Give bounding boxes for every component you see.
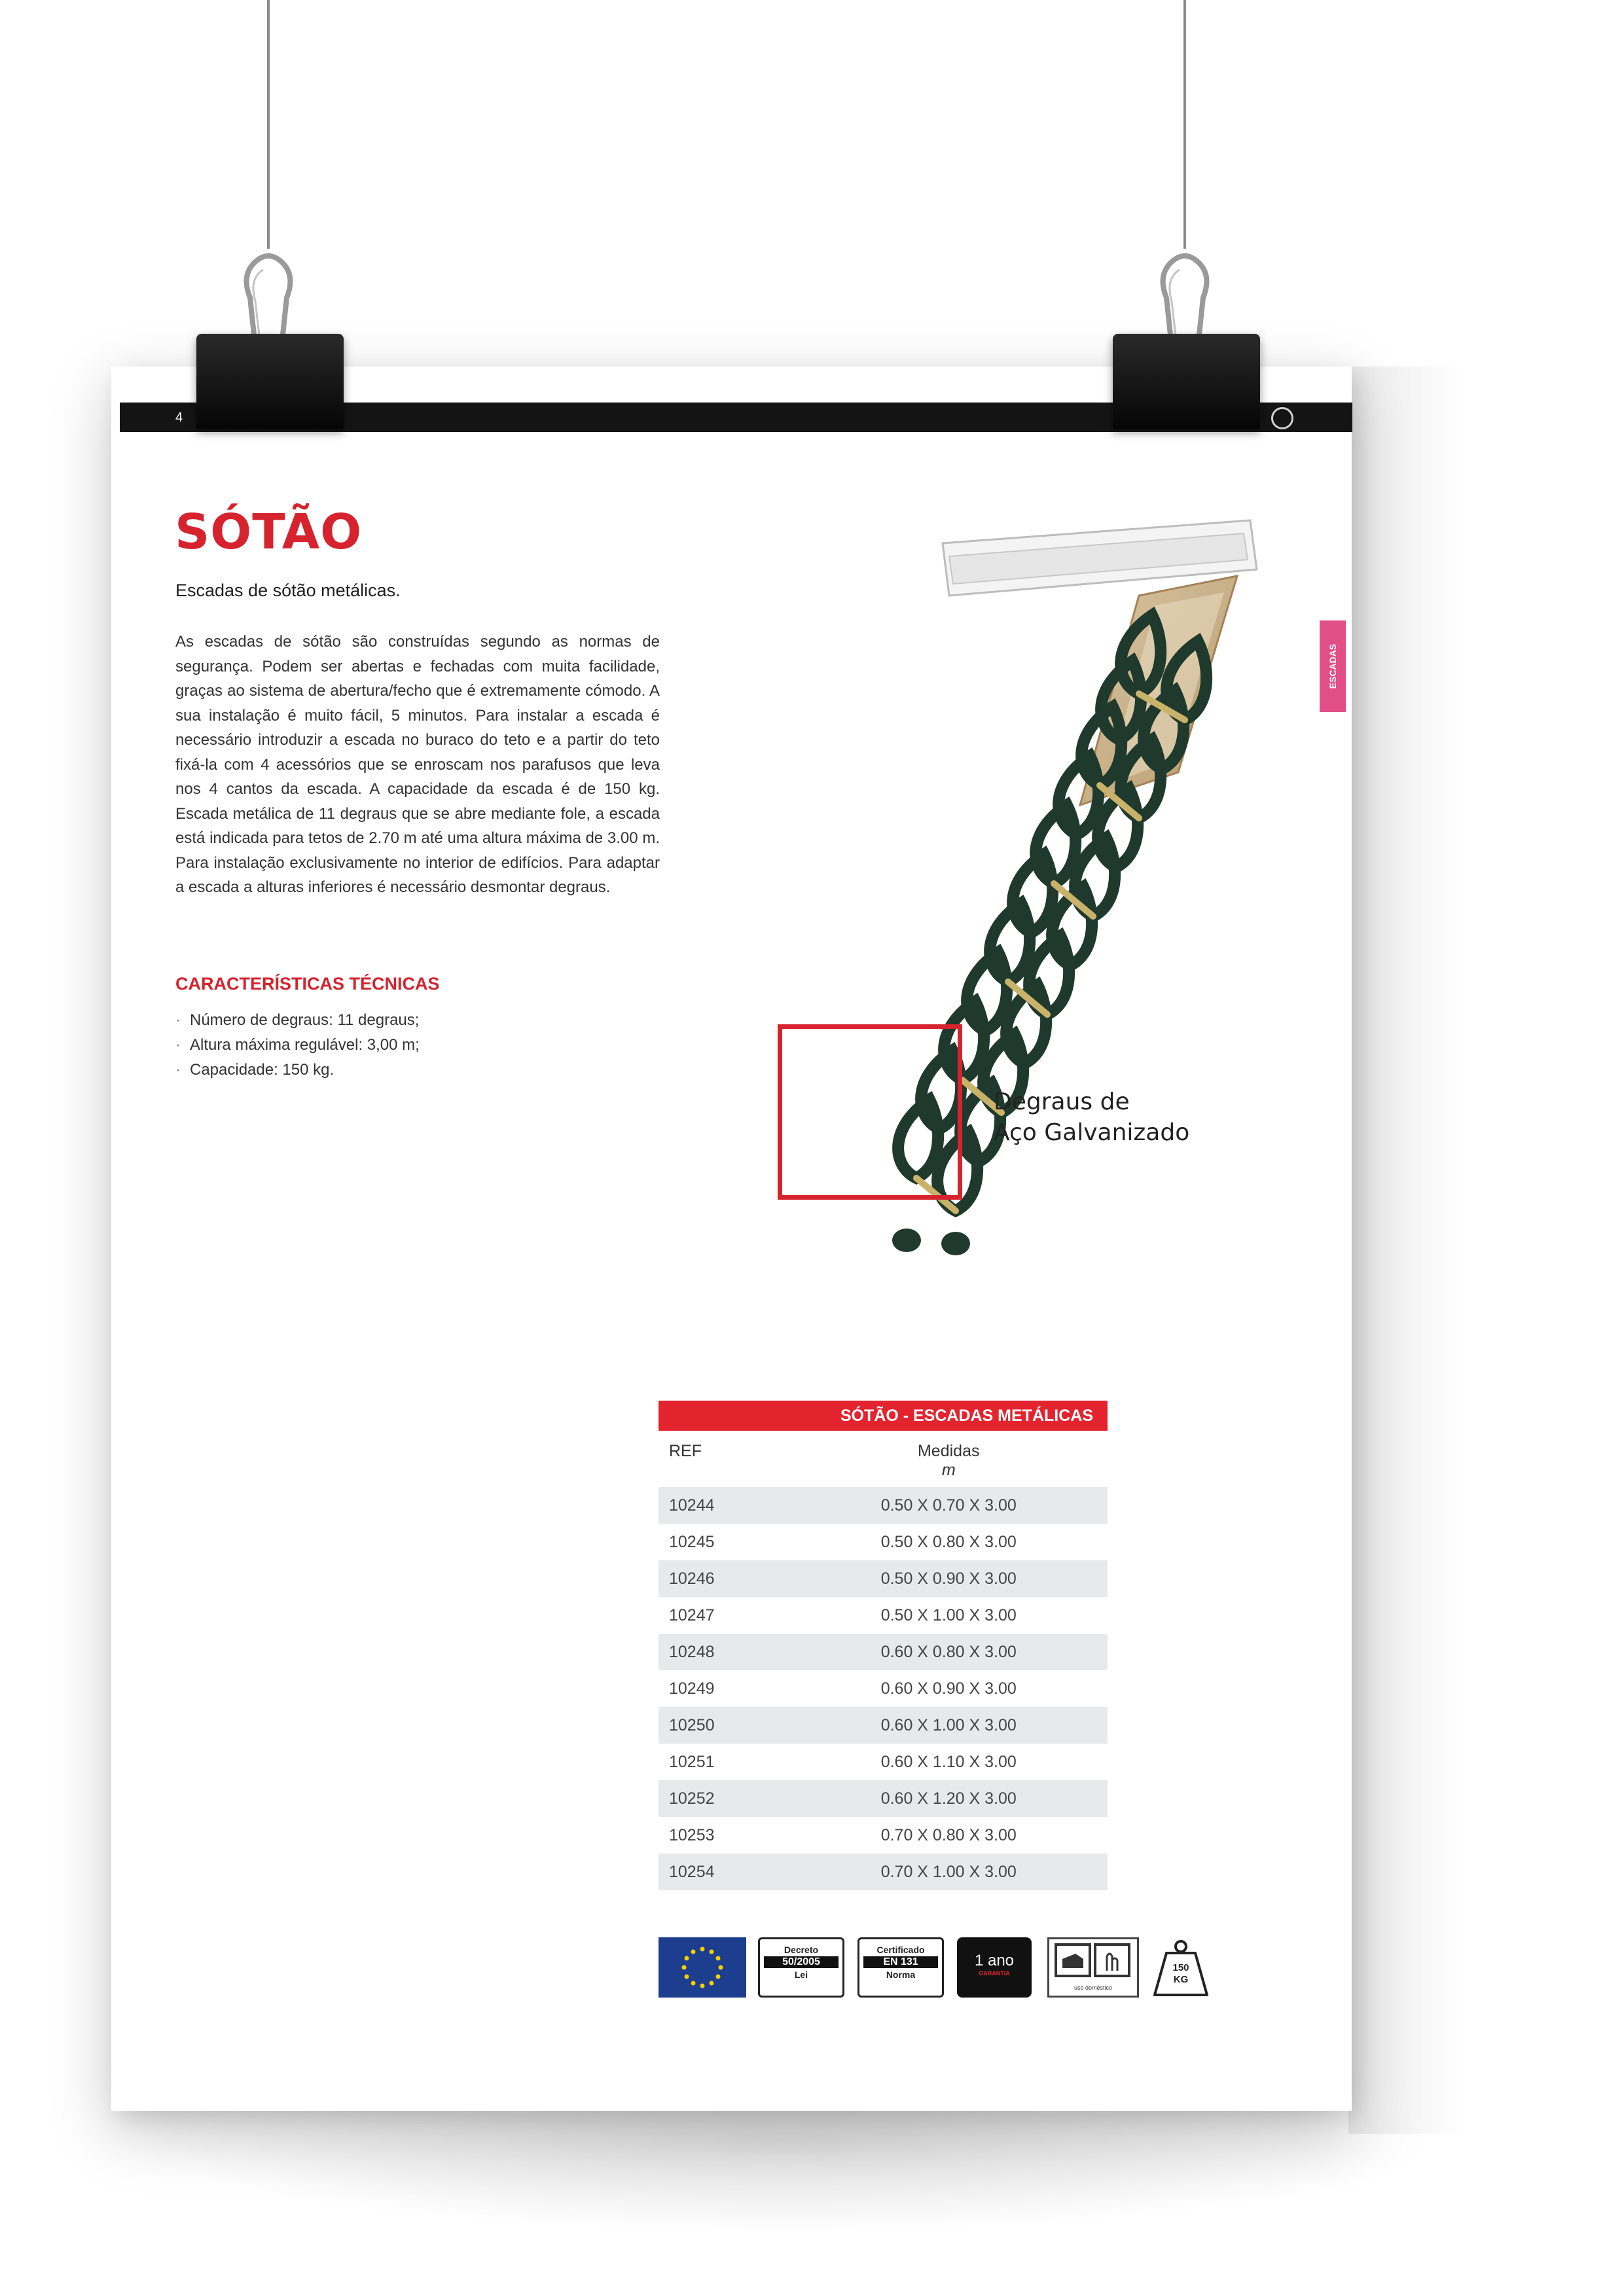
decree-badge-bottom: Lei bbox=[794, 1969, 808, 1980]
callout-line: Degraus de bbox=[994, 1088, 1130, 1115]
section-tab-escadas[interactable] bbox=[1320, 620, 1346, 712]
tech-spec-item: · Capacidade: 150 kg. bbox=[175, 1058, 420, 1083]
section-tab-label: ESCADAS bbox=[1327, 643, 1338, 689]
row-ref: 10251 bbox=[669, 1752, 715, 1771]
row-ref: 10253 bbox=[669, 1825, 715, 1844]
row-size: 0.50 X 0.90 X 3.00 bbox=[789, 1560, 1108, 1597]
row-size: 0.60 X 1.10 X 3.00 bbox=[880, 1752, 1017, 1771]
table-row bbox=[659, 1817, 1108, 1854]
table-row bbox=[659, 1854, 1108, 1890]
row-ref: 10246 bbox=[659, 1560, 789, 1597]
column-header-empty bbox=[659, 1461, 789, 1487]
table-row bbox=[659, 1634, 1108, 1670]
tech-spec-item: · Altura máxima regulável: 3,00 m; bbox=[175, 1033, 420, 1058]
certificate-badge-norm: EN 131 bbox=[863, 1956, 938, 1968]
row-ref: 10254 bbox=[659, 1854, 789, 1890]
row-size: 0.70 X 1.00 X 3.00 bbox=[789, 1854, 1108, 1890]
table-row bbox=[659, 1560, 1108, 1597]
callout-line: Aço Galvanizado bbox=[994, 1119, 1190, 1146]
certificate-badge-top: Certificado bbox=[876, 1945, 925, 1955]
page-title: SÓTÃO bbox=[175, 504, 363, 560]
weight-capacity-badge bbox=[1151, 1937, 1211, 1998]
row-ref: 10250 bbox=[659, 1707, 789, 1744]
column-header-measure: Medidas bbox=[917, 1442, 980, 1460]
row-ref: 10248 bbox=[659, 1634, 789, 1670]
decree-badge-number: 50/2005 bbox=[764, 1956, 839, 1968]
row-ref: 10252 bbox=[659, 1780, 789, 1817]
binder-clip-wire-left bbox=[216, 236, 321, 347]
detail-highlight-box bbox=[778, 1024, 962, 1200]
table-row bbox=[659, 1780, 1108, 1817]
table-caption: SÓTÃO - ESCADAS METÁLICAS bbox=[659, 1401, 1108, 1431]
weight-unit: KG bbox=[1173, 1974, 1189, 1985]
warranty-badge-sub: GARANTIA bbox=[979, 1970, 1010, 1977]
row-size: 0.50 X 1.00 X 3.00 bbox=[880, 1605, 1017, 1624]
sizes-table bbox=[659, 1401, 1108, 1890]
steps-callout bbox=[994, 1086, 1229, 1148]
header-circle-icon bbox=[1271, 407, 1293, 429]
table-row bbox=[659, 1524, 1108, 1560]
row-ref: 10249 bbox=[669, 1679, 715, 1698]
page-subtitle: Escadas de sótão metálicas. bbox=[175, 581, 401, 600]
binder-clip-wire-right bbox=[1132, 236, 1237, 347]
product-description: As escadas de sótão são construídas segundo as normas de segurança. Podem ser abertas e fechadas com muita facilidade, graças ao sistema de abertura/fecho que é extremamente cómodo. A sua instalação é muito fácil, 5 minutos. Para instalar a escada é necessário introduzir a escada no buraco do teto e a partir do teto fixá-la com 4 acessórios que se enroscam nos parafusos que leva nos 4 cantos da escada. A capacidade da escada é de 150 kg. Escada metálica de 11 degraus que se abre mediante fole, a escada está indicada para tetos de 2.70 m até uma altura máxima de 3.00 m. Para instalação exclusivamente no interior de edifícios. Para adaptar a escada a alturas inferiores é necessário desmontar degraus. bbox=[175, 633, 660, 896]
tech-specs-list bbox=[175, 1008, 420, 1083]
decree-badge bbox=[758, 1937, 844, 1998]
brand-logo: 4 bbox=[175, 410, 183, 425]
row-size: 0.60 X 1.00 X 3.00 bbox=[789, 1707, 1108, 1744]
tech-spec-item: · Número de degraus: 11 degraus; bbox=[175, 1008, 420, 1033]
table-row bbox=[659, 1597, 1108, 1634]
domestic-use-label: uso doméstico bbox=[1074, 1984, 1113, 1991]
binder-clip-right bbox=[1113, 334, 1260, 429]
warranty-badge-text: 1 ano bbox=[974, 1952, 1015, 1969]
certificate-badge-bottom: Norma bbox=[886, 1969, 916, 1980]
weight-capacity-text bbox=[1151, 1962, 1211, 1986]
hanging-wire-right bbox=[1183, 0, 1186, 249]
table-row bbox=[659, 1487, 1108, 1524]
domestic-use-icon bbox=[1049, 1939, 1137, 1981]
row-size: 0.50 X 0.80 X 3.00 bbox=[880, 1532, 1017, 1551]
domestic-use-badge bbox=[1047, 1937, 1139, 1998]
column-header-ref: REF bbox=[669, 1442, 702, 1460]
weight-value: 150 bbox=[1172, 1962, 1189, 1973]
decree-badge-top: Decreto bbox=[784, 1945, 819, 1955]
row-size: 0.70 X 0.80 X 3.00 bbox=[880, 1825, 1017, 1844]
attic-ladder-image bbox=[681, 497, 1283, 1374]
row-ref: 10247 bbox=[669, 1605, 715, 1624]
warranty-badge bbox=[957, 1937, 1032, 1998]
certification-badges bbox=[659, 1937, 1235, 2003]
table-row bbox=[659, 1707, 1108, 1744]
row-ref: 10245 bbox=[669, 1532, 715, 1551]
certificate-badge bbox=[857, 1937, 944, 1998]
table-row bbox=[659, 1670, 1108, 1707]
row-size: 0.60 X 0.90 X 3.00 bbox=[880, 1679, 1017, 1698]
tech-specs-heading: CARACTERÍSTICAS TÉCNICAS bbox=[175, 974, 440, 994]
poster-side-shadow bbox=[1348, 367, 1466, 2134]
hanging-wire-left bbox=[267, 0, 270, 249]
table-row bbox=[659, 1744, 1108, 1780]
row-size: 0.60 X 1.20 X 3.00 bbox=[789, 1780, 1108, 1817]
column-header-unit: m bbox=[941, 1461, 956, 1479]
row-size: 0.50 X 0.70 X 3.00 bbox=[789, 1487, 1108, 1524]
eu-flag-icon bbox=[659, 1937, 746, 1998]
row-ref: 10244 bbox=[659, 1487, 789, 1524]
binder-clip-left bbox=[196, 334, 344, 429]
row-size: 0.60 X 0.80 X 3.00 bbox=[789, 1634, 1108, 1670]
